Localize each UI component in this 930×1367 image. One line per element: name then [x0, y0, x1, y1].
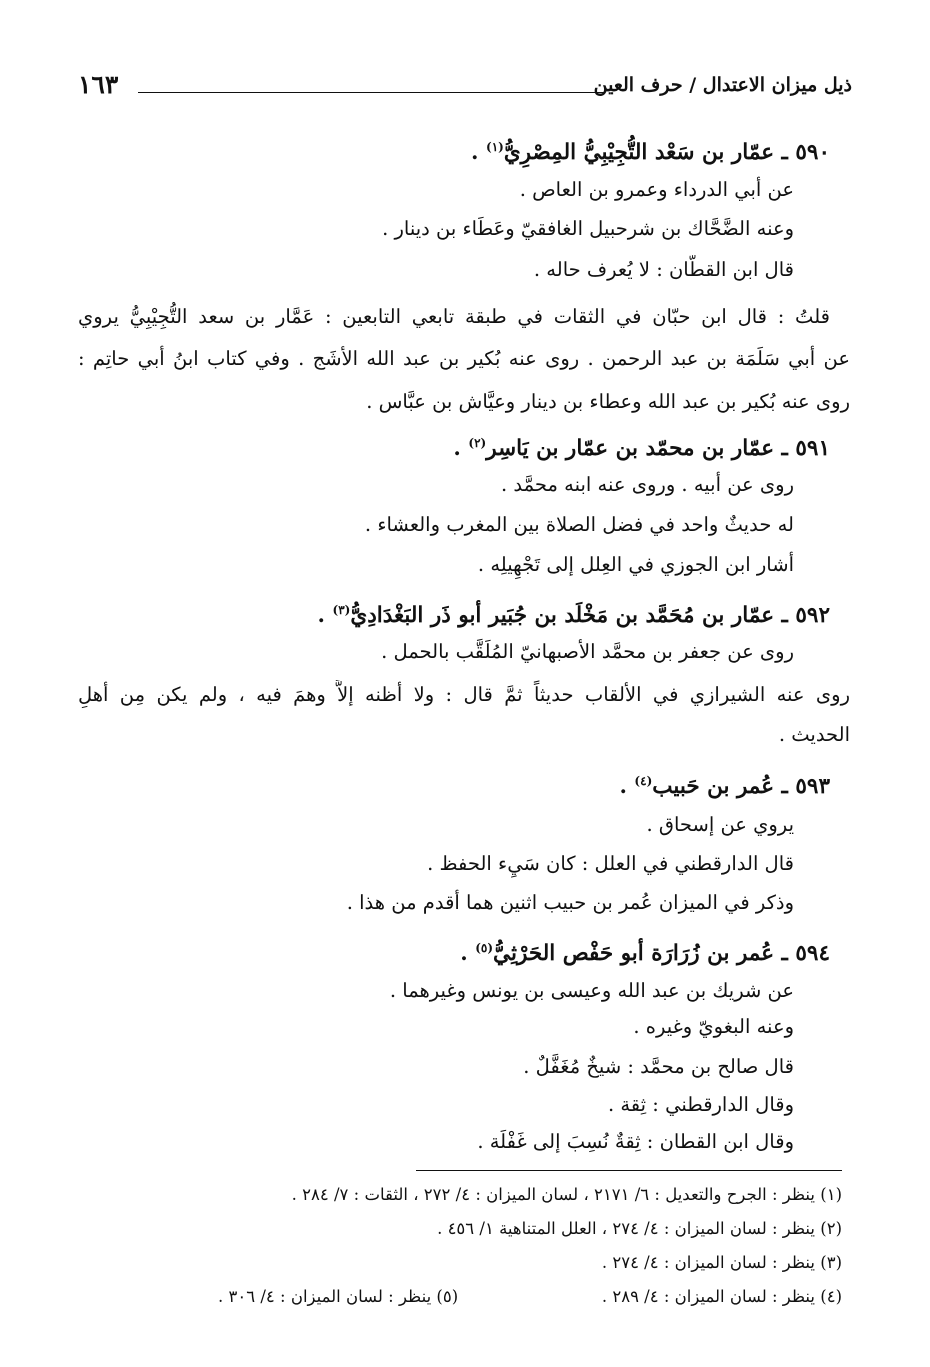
text-line: عن أبي سَلَمَة بن عبد الرحمن . روى عنه بُكير بن عبد الله الأشَج . وفي كتاب ابنُ أبي حاتِم : — [78, 347, 850, 370]
text-line: قال الدارقطني في العلل : كان سَيِء الحفظ . — [427, 852, 794, 875]
footnote-1: (١) ينظر : الجرح والتعديل : ٦/ ٢١٧١ ، لسان الميزان : ٤/ ٢٧٢ ، الثقات : ٧/ ٢٨٤ . — [291, 1185, 842, 1204]
entry-heading-text: ٥٩٠ ـ عمّار بن سَعْد التُّجِيْبِيُّ المِصْرِيُّ — [503, 140, 830, 166]
running-header — [78, 70, 852, 106]
text-line: وقال ابن القطان : ثِقةٌ نُسِبَ إلى غَفْلَة . — [477, 1130, 794, 1153]
footnote-marker: (١) — [486, 140, 504, 154]
text-line: يروي عن إسحاق . — [646, 813, 794, 836]
footnote-2: (٢) ينظر : لسان الميزان : ٤/ ٢٧٤ ، العلل المتناهية ١/ ٤٥٦ . — [437, 1219, 842, 1238]
text-line: عن شريك بن عبد الله وعيسى بن يونس وغيرهما . — [389, 979, 794, 1002]
running-title: ذيل ميزان الاعتدال / حرف العين — [593, 74, 852, 96]
header-rule — [138, 92, 604, 93]
text-line: أشار ابن الجوزي في العِلل إلى تَجْهِيلِه . — [477, 553, 794, 576]
text-line: وعنه الضَّحَّاك بن شرحبيل الغافقيّ وعَطَاء بن دينار . — [382, 217, 794, 240]
text-line: روى عنه بُكير بن عبد الله وعطاء بن دينار وعيَّاش بن عبَّاس . — [366, 390, 850, 413]
footnote-marker: (٣) — [332, 603, 351, 617]
text-line: قال صالح بن محمَّد : شيخٌ مُغَفَّلٌ . — [523, 1055, 794, 1078]
text-line: عن أبي الدرداء وعمرو بن العاص . — [519, 178, 794, 201]
text-line: وقال الدارقطني : ثِقة . — [607, 1093, 794, 1116]
page-number: ١٦٣ — [78, 70, 119, 99]
text-line: روى عن جعفر بن محمَّد الأصبهانيّ المُلَقَّب بالحمل . — [381, 640, 794, 663]
text-line: له حديثٌ واحد في فضل الصلاة بين المغرب والعشاء . — [364, 513, 794, 536]
entry-heading-text: ٥٩٣ ـ عُمر بن حَبيب — [652, 774, 830, 800]
entry-594-heading: ٥٩٤ ـ عُمر بن زُرَارَة أبو حَفْص الحَرْثِيُّ$^{(٥)}$ . — [460, 941, 830, 967]
footnote-rule — [416, 1170, 842, 1171]
entry-heading-text: ٥٩٢ ـ عمّار بن مُحَمَّد بن مَخْلَد بن جُبَير أبو ذَر البَغْدَادِيُّ — [350, 603, 830, 629]
text-line: روى عن أبيه . وروى عنه ابنه محمَّد . — [501, 473, 794, 496]
footnote-5: (٥) ينظر : لسان الميزان : ٤/ ٣٠٦ . — [218, 1287, 459, 1306]
text-line: قلتُ : قال ابن حبّان في الثقات في طبقة تابعي التابعين : عَمَّار بن سعد التُّجِيْبِيُّ يروي — [78, 305, 830, 328]
entry-591-heading: ٥٩١ ـ عمّار بن محمّد بن عمّار بن يَاسِر$^{(٢)}$ . — [453, 436, 830, 462]
footnote-marker: (٤) — [634, 774, 653, 788]
footnote-marker: (٢) — [468, 436, 487, 450]
entry-592-heading: ٥٩٢ ـ عمّار بن مُحَمَّد بن مَخْلَد بن جُبَير أبو ذَر البَغْدَادِيُّ$^{(٣)}$ . — [317, 603, 830, 629]
entry-heading-text: ٥٩٤ ـ عُمر بن زُرَارَة أبو حَفْص الحَرْثِيُّ — [493, 941, 830, 967]
footnote-4: (٤) ينظر : لسان الميزان : ٤/ ٢٨٩ . — [601, 1287, 842, 1306]
footnote-marker: (٥) — [475, 941, 494, 955]
entry-590-heading: ٥٩٠ ـ عمّار بن سَعْد التُّجِيْبِيُّ المِصْرِيُّ$^{(١)}$ . — [471, 140, 830, 166]
text-line: وعنه البغويّ وغيره . — [633, 1015, 794, 1038]
text-line: روى عنه الشيرازي في الألقاب حديثاً ثمَّ قال : ولا أظنه إلاَّ وهمَ فيه ، ولم يكن مِن أهلِ — [78, 683, 850, 706]
text-line: الحديث . — [778, 723, 850, 746]
entry-593-heading: ٥٩٣ ـ عُمر بن حَبيب$^{(٤)}$ . — [619, 774, 830, 800]
text-line: قال ابن القطّان : لا يُعرف حاله . — [533, 258, 794, 281]
footnote-3: (٣) ينظر : لسان الميزان : ٤/ ٢٧٤ . — [601, 1253, 842, 1272]
entry-heading-text: ٥٩١ ـ عمّار بن محمّد بن عمّار بن يَاسِر — [486, 436, 830, 462]
text-line: وذكر في الميزان عُمر بن حبيب اثنين هما أقدم من هذا . — [346, 891, 794, 914]
